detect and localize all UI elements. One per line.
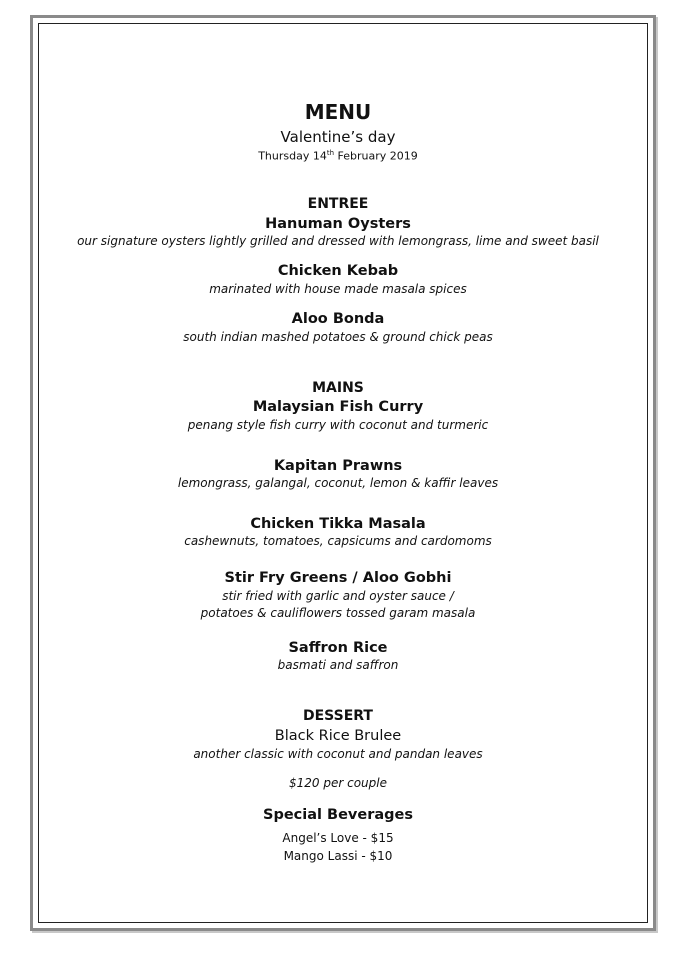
dessert-heading: DESSERT [303, 708, 373, 724]
mains-item-desc: penang style fish curry with coconut and turmeric [187, 418, 489, 432]
menu-date-day: Thursday 14 [258, 149, 327, 163]
beverage-item: Mango Lassi - $10 [283, 849, 393, 863]
mains-item-desc: cashewnuts, tomatoes, capsicums and cardomoms [184, 534, 492, 548]
dessert-item-name: Black Rice Brulee [274, 728, 402, 744]
beverages-heading: Special Beverages [263, 807, 413, 823]
mains-item-desc: stir fried with garlic and oyster sauce / [222, 589, 454, 603]
price-text: $120 per couple [289, 776, 387, 790]
entree-item-name: Aloo Bonda [291, 311, 385, 327]
dessert-item-desc: another classic with coconut and pandan leaves [193, 747, 483, 761]
mains-item-desc: potatoes & cauliflowers tossed garam masala [200, 606, 476, 620]
mains-heading: MAINS [312, 380, 364, 396]
entree-heading: ENTREE [307, 196, 369, 212]
menu-date-suffix: th [326, 149, 335, 157]
mains-item-desc: lemongrass, galangal, coconut, lemon & kaffir leaves [177, 476, 499, 490]
beverage-item: Angel’s Love - $15 [282, 831, 394, 845]
mains-item-desc: basmati and saffron [277, 658, 399, 672]
entree-item-desc: our signature oysters lightly grilled and dressed with lemongrass, lime and sweet basil [77, 234, 599, 248]
mains-item-name: Malaysian Fish Curry [252, 399, 424, 415]
entree-item-desc: south indian mashed potatoes & ground chick peas [183, 330, 493, 344]
entree-item-name: Hanuman Oysters [265, 216, 411, 232]
menu-subtitle: Valentine’s day [280, 128, 396, 146]
menu-title: MENU [304, 100, 372, 124]
entree-item-desc: marinated with house made masala spices [209, 282, 467, 296]
menu-date [0, 149, 676, 163]
mains-item-name: Stir Fry Greens / Aloo Gobhi [224, 570, 452, 586]
mains-item-name: Saffron Rice [288, 640, 388, 656]
mains-item-name: Chicken Tikka Masala [250, 516, 426, 532]
menu-date-rest: February 2019 [334, 149, 418, 163]
mains-item-name: Kapitan Prawns [273, 458, 403, 474]
entree-item-name: Chicken Kebab [277, 263, 399, 279]
